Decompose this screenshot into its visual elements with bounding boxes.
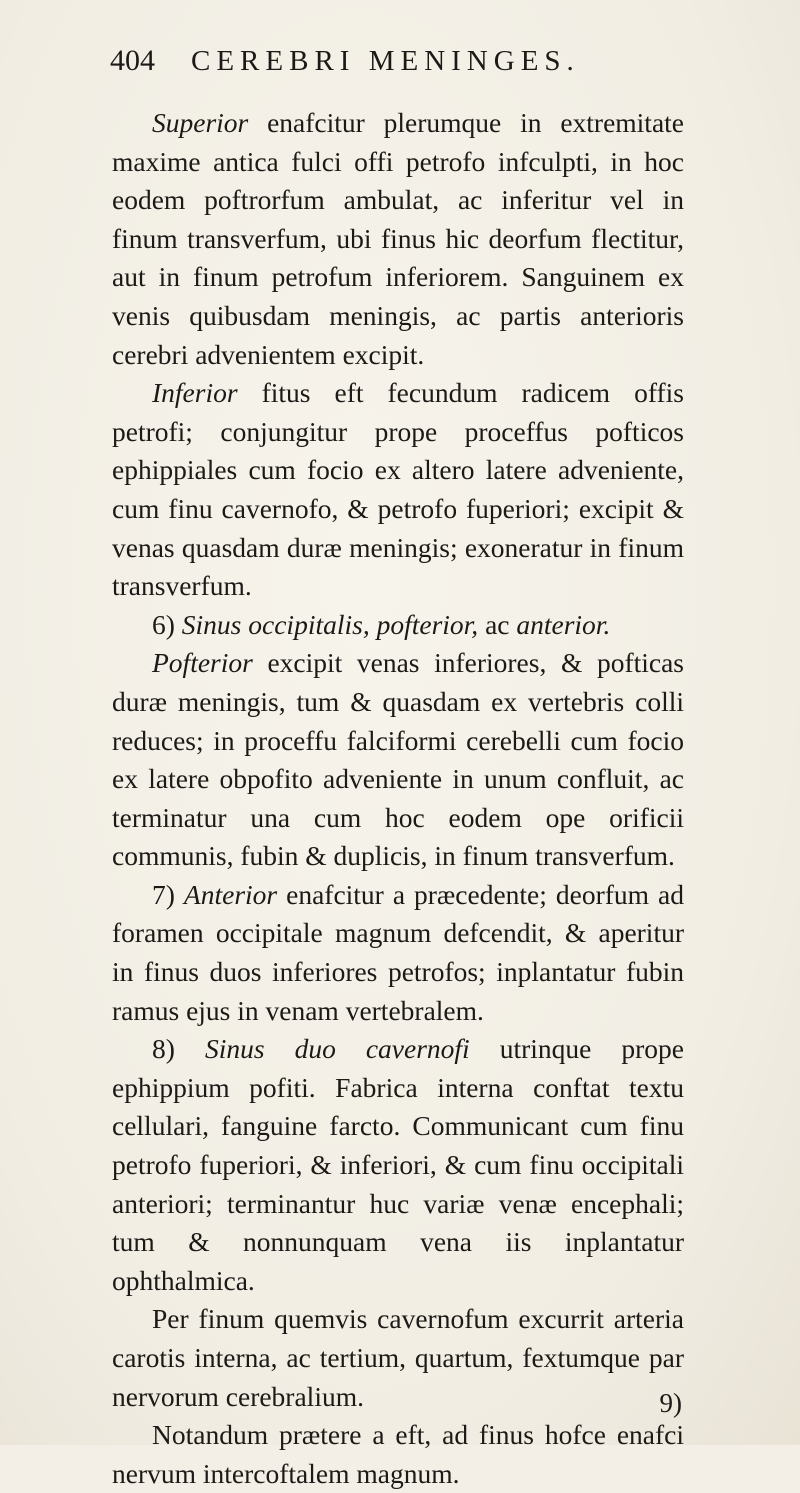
paragraph-posterior (112, 644, 684, 876)
paragraph-8-cavernous (112, 1030, 684, 1300)
section-number: 8) (152, 1033, 175, 1065)
paragraph-notandum (112, 1416, 684, 1493)
body-text (112, 104, 684, 1493)
paragraph-text: Notandum prætere a eft, ad finus hofce enafci nervum intercoftalem magnum. (112, 1419, 684, 1489)
term-label: Sinus duo cavernofi (204, 1033, 470, 1065)
paragraph-text: excipit venas inferiores, & pofticas duræ meningis, tum & quasdam ex vertebris colli reduces; in proceffu falciformi cerebelli cum focio ex latere obpofito adveniente in unum confluit, ac terminatur una cum hoc eodem ope orificii communis, fubin & duplicis, in finum transverfum. (112, 647, 684, 872)
paragraph-text: enafcitur plerumque in extremitate maxime antica fulci offi petrofo infculpti, in hoc eodem poftrorfum ambulat, ac inferitur vel in finum transverfum, ubi finus hic deorfum flectitur, aut in finum petrofum inferiorem. Sanguinem ex venis quibusdam meningis, ac partis anterioris cerebri advenientem excipit. (112, 107, 684, 370)
term-label: Inferior (152, 377, 238, 409)
paragraph-superior (112, 104, 684, 374)
section-number: 7) (152, 878, 175, 910)
page-header (110, 44, 682, 78)
paragraph-text: ac (478, 608, 517, 640)
term-label-tail: anterior. (516, 608, 611, 640)
paragraph-inferior (112, 374, 684, 606)
paragraph-heading-6 (112, 606, 684, 645)
paragraph-carotis (112, 1300, 684, 1416)
paragraph-text: enafcitur a præcedente; deorfum ad foramen occipitale magnum defcendit, & aperitur in finus duos inferiores petrofos; inplantatur fubin ramus ejus in venam vertebralem. (112, 878, 684, 1026)
term-label: Pofterior (152, 647, 253, 679)
running-title: CEREBRI MENINGES. (191, 45, 580, 77)
paragraph-text: fitus eft fecundum radicem offis petrofi; conjungitur prope proceffus pofticos ephippiales cum focio ex altero latere adveniente, cum finu cavernofo, & petrofo fuperiori; excipit & venas quasdam duræ meningis; exoneratur in finum transverfum. (112, 377, 684, 602)
paragraph-7-anterior (112, 876, 684, 1030)
term-label: Superior (152, 107, 249, 138)
catchword: 9) (659, 1388, 682, 1418)
paragraph-text: Per finum quemvis cavernofum excurrit arteria carotis interna, ac tertium, quartum, fextumque par nervorum cerebralium. (112, 1303, 684, 1412)
paragraph-text: utrinque prope ephippium pofiti. Fabrica interna conftat textu cellulari, fanguine farcto. Communicant cum finu petrofo fuperiori, & inferiori, & cum finu occipitali anteriori; terminantur huc variæ venæ encephali; tum & nonnunquam vena iis inplantatur ophthalmica. (112, 1033, 685, 1296)
page-number: 404 (110, 44, 155, 77)
term-label: Anterior (183, 878, 278, 910)
section-number: 6) (152, 608, 175, 640)
term-label: Sinus occipitalis, pofterior, (181, 608, 479, 640)
